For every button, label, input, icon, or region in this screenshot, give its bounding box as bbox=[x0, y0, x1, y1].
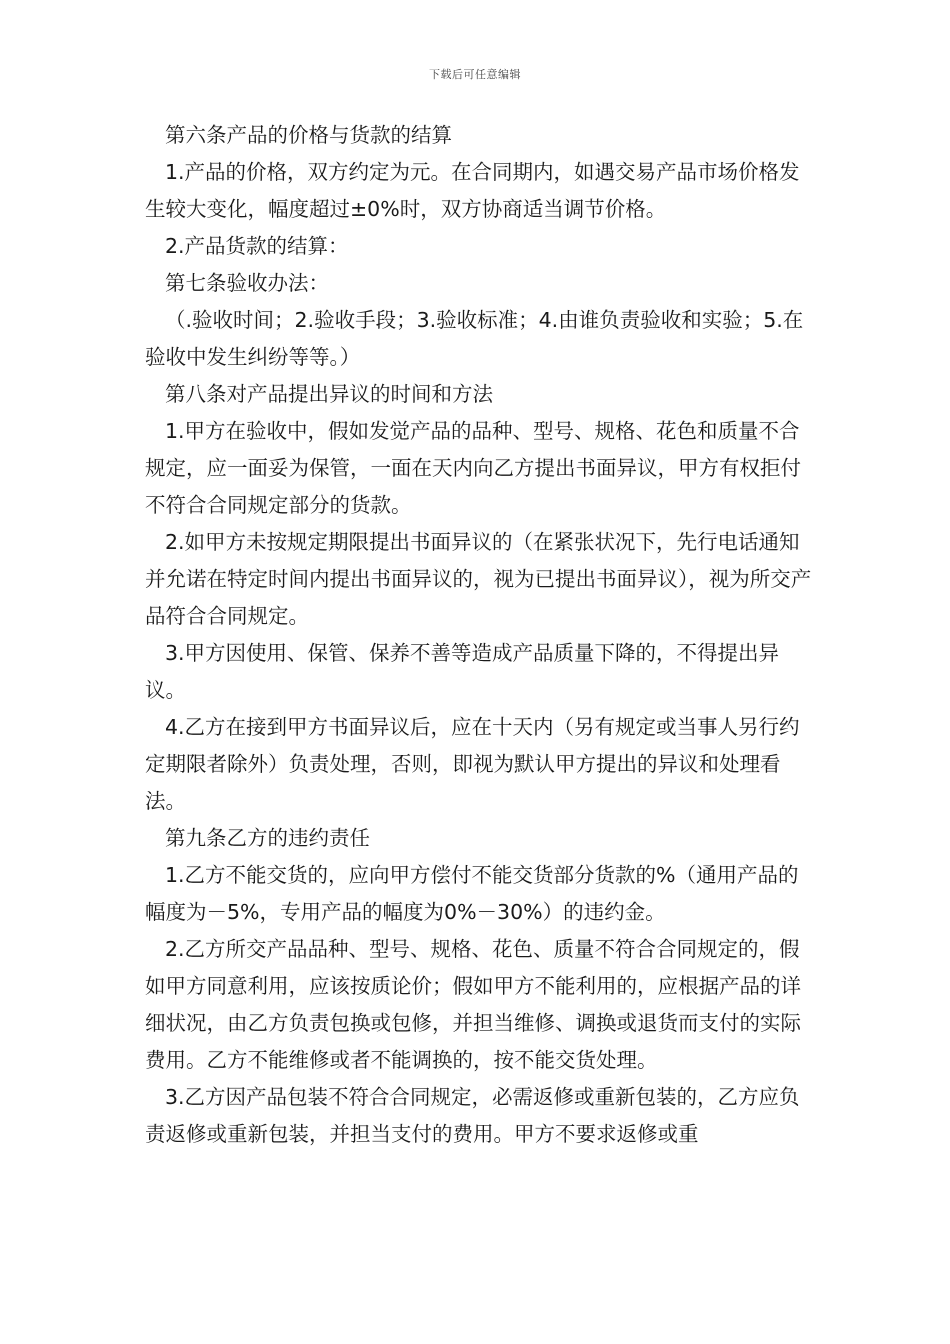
document-body bbox=[145, 117, 813, 1153]
article-6-clause-1: 1.产品的价格，双方约定为元。在合同期内，如遇交易产品市场价格发生较大变化，幅度超过±0%时，双方协商适当调节价格。 bbox=[145, 160, 800, 221]
page-header-note: 下载后可任意编辑 bbox=[429, 68, 521, 81]
article-7-heading: 第七条验收办法： bbox=[165, 271, 329, 295]
article-8-clause-3: 3.甲方因使用、保管、保养不善等造成产品质量下降的，不得提出异议。 bbox=[145, 641, 780, 702]
article-6-clause-2: 2.产品货款的结算： bbox=[165, 234, 349, 258]
article-6-heading: 第六条产品的价格与货款的结算 bbox=[165, 123, 452, 147]
article-9-clause-1: 1.乙方不能交货的，应向甲方偿付不能交货部分货款的%（通用产品的幅度为－5%，专用产品的幅度为0%－30%）的违约金。 bbox=[145, 863, 799, 924]
article-8-clause-2: 2.如甲方未按规定期限提出书面异议的（在紧张状况下，先行电话通知并允诺在特定时间内提出书面异议的，视为已提出书面异议），视为所交产品符合合同规定。 bbox=[145, 530, 812, 628]
article-8-clause-4: 4.乙方在接到甲方书面异议后，应在十天内（另有规定或当事人另行约定期限者除外）负责处理，否则，即视为默认甲方提出的异议和处理看法。 bbox=[145, 715, 800, 813]
article-8-heading: 第八条对产品提出异议的时间和方法 bbox=[165, 382, 493, 406]
article-8-clause-1: 1.甲方在验收中，假如发觉产品的品种、型号、规格、花色和质量不合规定，应一面妥为保管，一面在天内向乙方提出书面异议，甲方有权拒付不符合合同规定部分的货款。 bbox=[145, 419, 801, 517]
article-9-clause-2: 2.乙方所交产品品种、型号、规格、花色、质量不符合合同规定的，假如甲方同意利用，应该按质论价；假如甲方不能利用的，应根据产品的详细状况，由乙方负责包换或包修，并担当维修、调换或退货而支付的实际费用。乙方不能维修或者不能调换的，按不能交货处理。 bbox=[145, 937, 801, 1072]
article-7-content: （.验收时间；2.验收手段；3.验收标准；4.由谁负责验收和实验；5.在验收中发生纠纷等等。） bbox=[145, 308, 804, 369]
article-9-heading: 第九条乙方的违约责任 bbox=[165, 826, 370, 850]
article-9-clause-3: 3.乙方因产品包装不符合合同规定，必需返修或重新包装的，乙方应负责返修或重新包装，并担当支付的费用。甲方不要求返修或重 bbox=[145, 1085, 800, 1146]
